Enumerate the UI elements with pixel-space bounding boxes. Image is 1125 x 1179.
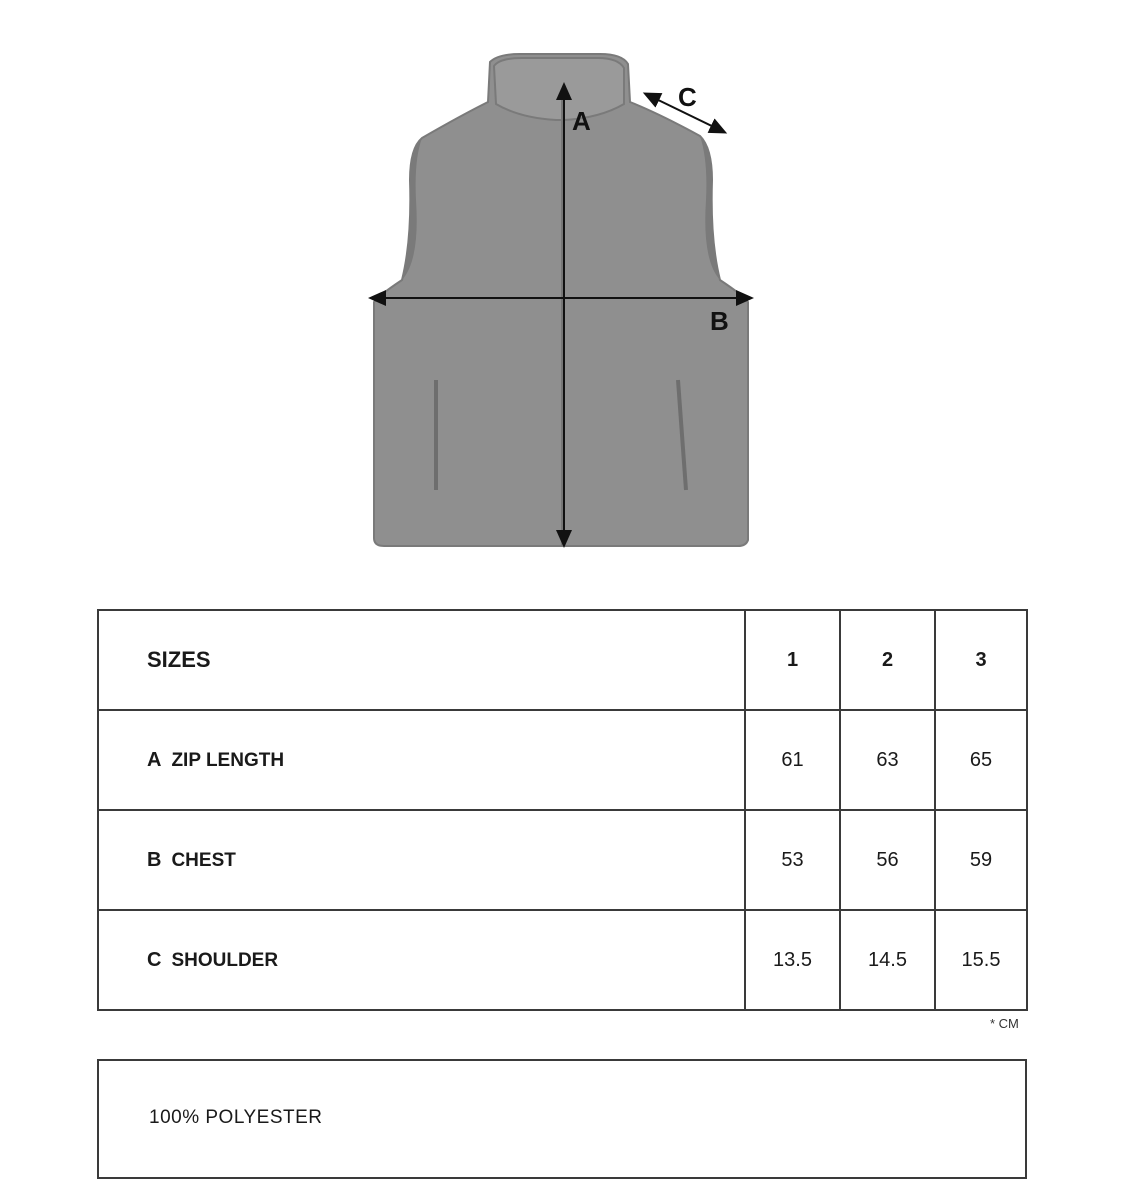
sizes-header: SIZES	[98, 610, 745, 710]
table-row	[98, 910, 1027, 1010]
table-cell: 65	[935, 710, 1027, 810]
measure-c-label: C	[678, 82, 697, 112]
row-letter: C	[147, 948, 162, 971]
material-text: 100% POLYESTER	[149, 1107, 323, 1128]
collar	[494, 58, 624, 120]
size-2-header: 2	[840, 610, 935, 710]
table-cell: 59	[935, 810, 1027, 910]
table-cell: 15.5	[935, 910, 1027, 1010]
row-label-shoulder	[98, 910, 745, 1010]
table-cell: 53	[745, 810, 840, 910]
size-3-header: 3	[935, 610, 1027, 710]
row-name: SHOULDER	[171, 949, 279, 971]
size-1-header: 1	[745, 610, 840, 710]
row-label-zip-length	[98, 710, 745, 810]
row-label-chest	[98, 810, 745, 910]
table-row	[98, 810, 1027, 910]
table-header-row	[98, 610, 1027, 710]
table-cell: 61	[745, 710, 840, 810]
table-cell: 14.5	[840, 910, 935, 1010]
measure-a-label: A	[572, 106, 591, 136]
table-row	[98, 710, 1027, 810]
table-cell: 56	[840, 810, 935, 910]
unit-note: * CM	[990, 1016, 1019, 1031]
row-name: ZIP LENGTH	[171, 749, 285, 771]
table-cell: 13.5	[745, 910, 840, 1010]
size-chart-table	[97, 609, 1028, 1011]
vest-diagram	[360, 40, 760, 560]
vest-illustration	[360, 40, 760, 560]
measure-b-label: B	[710, 306, 729, 336]
material-box	[97, 1059, 1027, 1179]
row-letter: B	[147, 848, 162, 871]
row-name: CHEST	[171, 849, 236, 871]
table-cell: 63	[840, 710, 935, 810]
row-letter: A	[147, 748, 162, 771]
